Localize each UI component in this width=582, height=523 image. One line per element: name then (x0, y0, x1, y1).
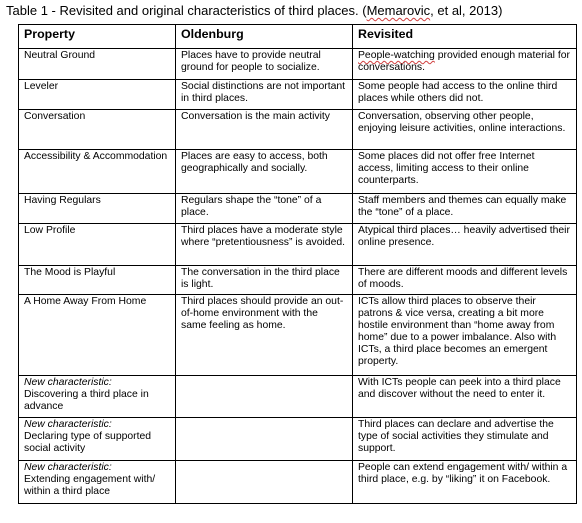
table-row (19, 194, 577, 224)
cell-revisited: Some places did not offer free Internet access, limiting access to their online counterparts. (353, 150, 577, 194)
header-property: Property (19, 25, 176, 49)
table-row (19, 110, 577, 150)
header-row (19, 25, 577, 49)
cell-oldenburg: Third places should provide an out-of-home environment with the same feeling as home. (176, 295, 353, 376)
cell-new-property (19, 418, 176, 461)
new-characteristic-label: New characteristic: (24, 462, 112, 473)
cell-oldenburg-empty (176, 418, 353, 461)
header-revisited: Revisited (353, 25, 577, 49)
cell-revisited: There are different moods and different levels of moods. (353, 266, 577, 295)
cell-revisited (353, 49, 577, 80)
cell-property: A Home Away From Home (19, 295, 176, 376)
cell-revisited: With ICTs people can peek into a third place and discover without the need to enter it. (353, 376, 577, 418)
marked-term: People-watching (358, 50, 435, 61)
table-header (19, 25, 577, 49)
cell-property: Low Profile (19, 224, 176, 266)
cell-revisited: Staff members and themes can equally make the “tone” of a place. (353, 194, 577, 224)
cell-property: Accessibility & Accommodation (19, 150, 176, 194)
header-oldenburg: Oldenburg (176, 25, 353, 49)
table-row (19, 80, 577, 110)
cell-oldenburg: Conversation is the main activity (176, 110, 353, 150)
caption-suffix: , et al, 2013) (430, 3, 503, 18)
cell-revisited: People can extend engagement with/ within a third place, e.g. by “liking” it on Facebook. (353, 461, 577, 504)
new-property-text: Declaring type of supported social activity (24, 431, 152, 454)
cell-oldenburg: The conversation in the third place is light. (176, 266, 353, 295)
cell-oldenburg-empty (176, 376, 353, 418)
cell-revisited: Some people had access to the online third places while others did not. (353, 80, 577, 110)
cell-oldenburg: Social distinctions are not important in third places. (176, 80, 353, 110)
cell-oldenburg: Places have to provide neutral ground for people to socialize. (176, 49, 353, 80)
table-row-new (19, 376, 577, 418)
cell-new-property (19, 461, 176, 504)
new-property-text: Discovering a third place in advance (24, 389, 149, 412)
cell-property: Conversation (19, 110, 176, 150)
table-row (19, 295, 577, 376)
cell-property: Leveler (19, 80, 176, 110)
cell-oldenburg: Places are easy to access, both geographically and socially. (176, 150, 353, 194)
cell-oldenburg-empty (176, 461, 353, 504)
new-characteristic-label: New characteristic: (24, 377, 112, 388)
cell-property: Neutral Ground (19, 49, 176, 80)
table-row-new (19, 418, 577, 461)
caption-citation: Memarovic (366, 3, 431, 18)
table-row (19, 224, 577, 266)
cell-new-property (19, 376, 176, 418)
cell-oldenburg: Regulars shape the “tone” of a place. (176, 194, 353, 224)
table-body (19, 49, 577, 504)
revisited-text: provided enough material for conversations. (358, 50, 570, 73)
caption-prefix: Table 1 - Revisited and original characteristics of third places. ( (6, 3, 367, 18)
table-row-new (19, 461, 577, 504)
table-row (19, 150, 577, 194)
table-row (19, 49, 577, 80)
new-property-text: Extending engagement with/ within a third place (24, 474, 156, 497)
new-characteristic-label: New characteristic: (24, 419, 112, 430)
cell-revisited: ICTs allow third places to observe their patrons & vice versa, creating a bit more hostile environment than “home away from home” due to a power imbalance. Also with ICTs, a third place becomes an emergent property. (353, 295, 577, 376)
cell-oldenburg: Third places have a moderate style where “pretentiousness” is avoided. (176, 224, 353, 266)
cell-property: The Mood is Playful (19, 266, 176, 295)
cell-revisited: Conversation, observing other people, enjoying leisure activities, online interactions. (353, 110, 577, 150)
characteristics-table (18, 24, 577, 504)
table-caption (6, 3, 502, 19)
table-row (19, 266, 577, 295)
cell-revisited: Atypical third places… heavily advertised their online presence. (353, 224, 577, 266)
cell-revisited: Third places can declare and advertise the type of social activities they stimulate and support. (353, 418, 577, 461)
cell-property: Having Regulars (19, 194, 176, 224)
